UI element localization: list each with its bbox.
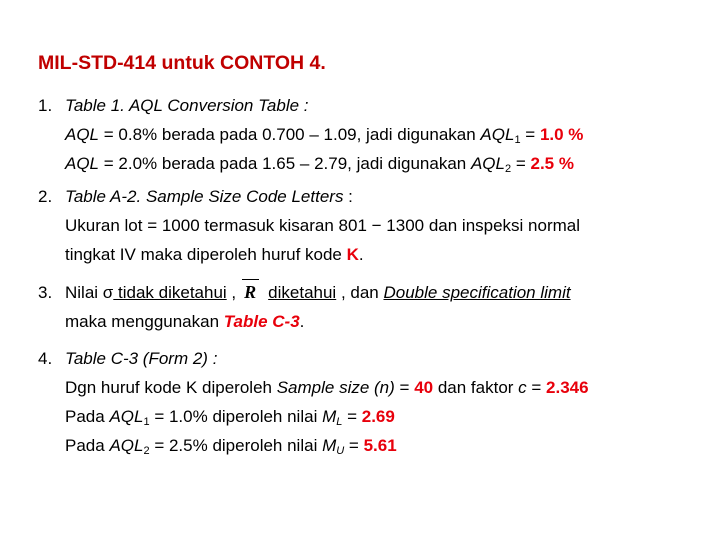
ml-label: M (322, 407, 337, 426)
aql1-label: AQL (480, 125, 515, 144)
equals: = (511, 154, 531, 173)
mu-line (38, 431, 589, 460)
pada-text: Pada (65, 407, 110, 426)
equals: = (342, 407, 362, 426)
section-1 (38, 91, 583, 178)
lot-size-line: Ukuran lot = 1000 termasuk kisaran 801 − 1300 dan inspeksi normal (65, 216, 581, 235)
section-3-number: 3. (38, 283, 53, 302)
ml-value: 2.69 (361, 407, 395, 426)
mu-subscript: U (336, 445, 345, 457)
aql-label: AQL (65, 125, 100, 144)
slide-title: MIL-STD-414 untuk CONTOH 4. (38, 52, 326, 74)
aql-line-1-text: = 0.8% berada pada 0.700 – 1.09, jadi digunakan (99, 125, 481, 144)
section-2-number: 2. (38, 187, 53, 206)
equals: = (526, 378, 547, 397)
code-letter-line (38, 240, 580, 269)
section-2-colon: : (343, 187, 353, 206)
equals: = (344, 436, 364, 455)
aql1-subscript: 1 (514, 134, 521, 146)
aql2-subscript: 2 (505, 163, 512, 175)
section-4 (38, 344, 589, 460)
maka-text: maka menggunakan (65, 312, 224, 331)
aql-line-2 (38, 149, 583, 178)
aql2-label: AQL (109, 436, 144, 455)
equals: = (394, 378, 415, 397)
code-letter-text: tingkat IV maka diperoleh huruf kode (65, 245, 347, 264)
section-4-number: 4. (38, 349, 53, 368)
sample-size-line (38, 373, 589, 402)
mu-text: = 2.5% diperoleh nilai (149, 436, 323, 455)
section-4-heading (38, 344, 589, 373)
factor-c-value: 2.346 (546, 378, 589, 397)
section-4-title: Table C-3 (Form 2) : (65, 349, 218, 368)
tidak-diketahui: tidak diketahui (113, 283, 227, 302)
mu-label: M (322, 436, 337, 455)
section-2 (38, 182, 580, 269)
diketahui: diketahui (268, 283, 337, 302)
comma: , (226, 283, 237, 302)
section-1-title: Table 1. AQL Conversion Table : (65, 96, 309, 115)
table-c3-label: Table C-3 (223, 312, 300, 331)
section-1-number: 1. (38, 96, 53, 115)
period: . (358, 245, 364, 264)
sample-size-value: 40 (414, 378, 434, 397)
aql2-label: AQL (470, 154, 505, 173)
sigma-symbol: σ (102, 283, 114, 302)
aql-label: AQL (65, 154, 100, 173)
faktor-text: dan faktor (433, 378, 519, 397)
r-bar-symbol: R (240, 278, 260, 307)
section-3 (38, 278, 571, 336)
dan-text: , dan (336, 283, 384, 302)
aql2-value: 2.5 % (530, 154, 574, 173)
section-3-line-2 (38, 307, 571, 336)
code-letter-value: K (346, 245, 359, 264)
double-spec-limit: Double specification limit (383, 283, 571, 302)
section-1-heading (38, 91, 583, 120)
sample-size-label: Sample size (n) (276, 378, 395, 397)
equals: = (520, 125, 540, 144)
mu-value: 5.61 (363, 436, 397, 455)
section-2-heading (38, 182, 580, 211)
nilai-text: Nilai (65, 283, 103, 302)
ml-line (38, 402, 589, 431)
aql-line-2-text: = 2.0% berada pada 1.65 – 2.79, jadi digunakan (99, 154, 471, 173)
aql1-label: AQL (109, 407, 144, 426)
period: . (299, 312, 305, 331)
aql1-subscript: 1 (143, 416, 150, 428)
pada-text: Pada (65, 436, 110, 455)
sample-size-text: Dgn huruf kode K diperoleh (65, 378, 277, 397)
aql-line-1 (38, 120, 583, 149)
section-3-line-1 (38, 278, 571, 307)
ml-text: = 1.0% diperoleh nilai (149, 407, 323, 426)
section-2-title: Table A-2. Sample Size Code Letters (65, 187, 344, 206)
ml-subscript: L (336, 416, 343, 428)
factor-c-label: c (518, 378, 527, 397)
aql2-subscript: 2 (143, 445, 150, 457)
aql1-value: 1.0 % (539, 125, 584, 144)
